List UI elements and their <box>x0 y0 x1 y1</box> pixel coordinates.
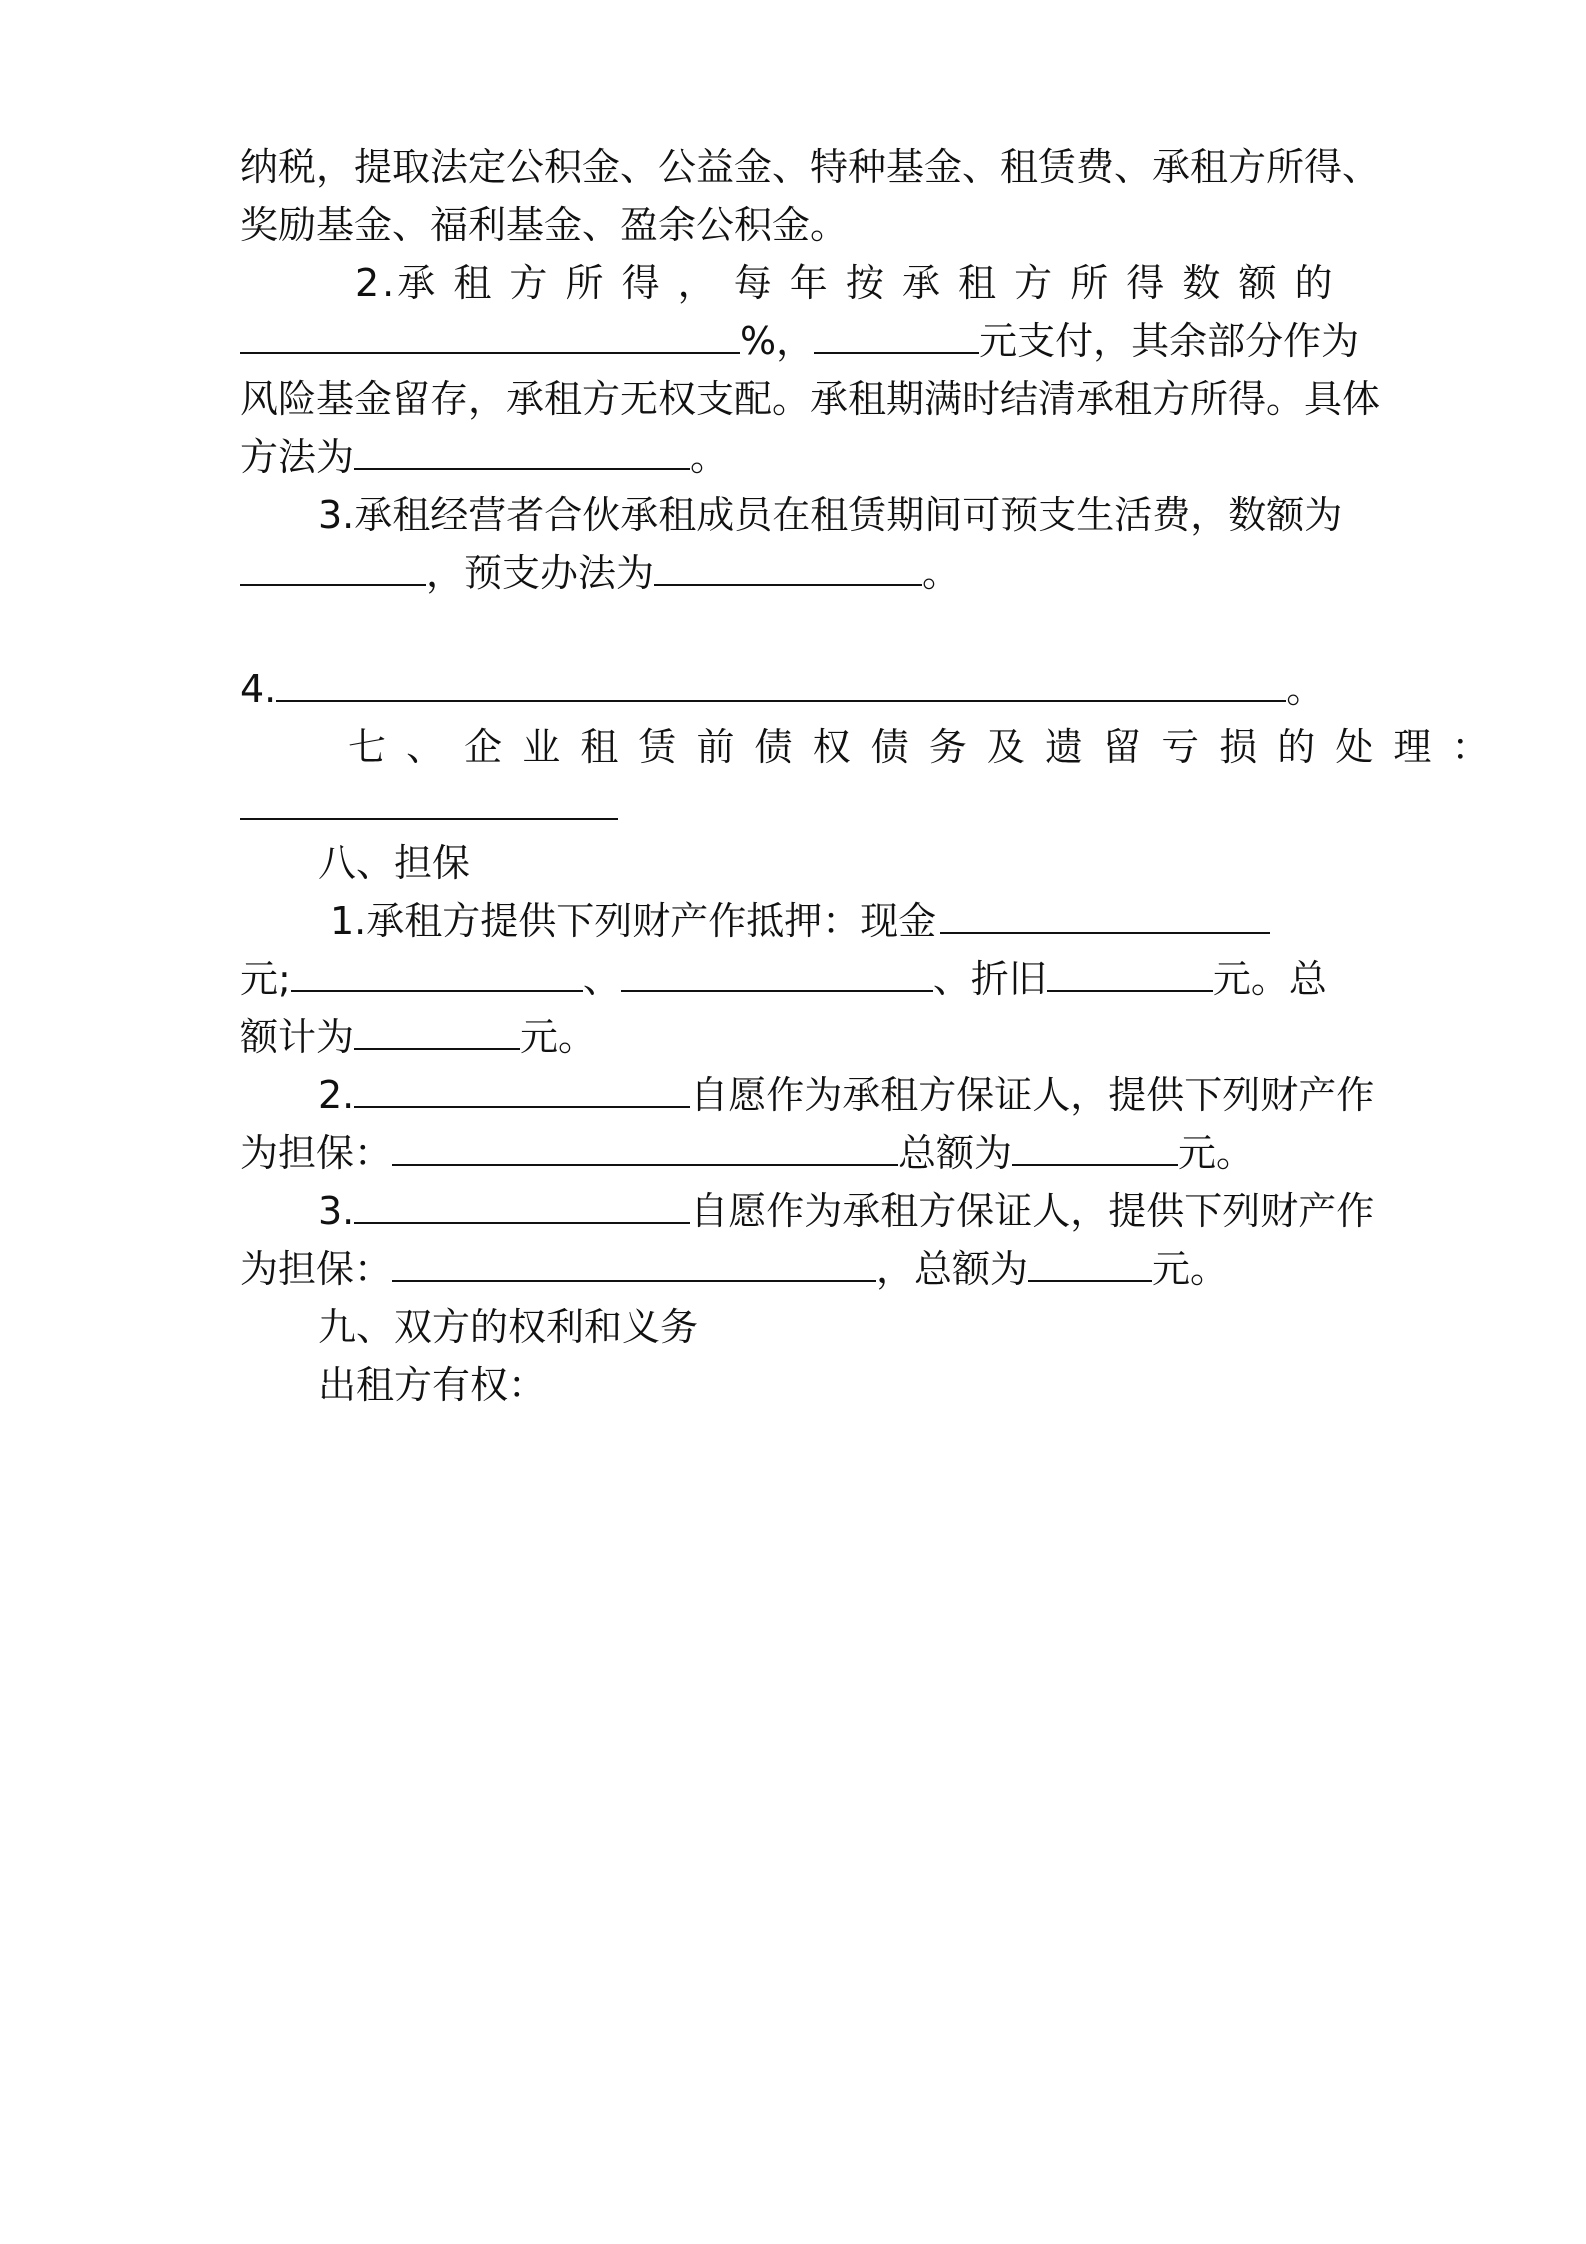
paragraph-line <box>240 1244 1350 1294</box>
text: 额计为 <box>240 1015 355 1059</box>
paragraph-line <box>240 432 1350 482</box>
paragraph-line <box>355 258 1350 308</box>
heading-text: 八、担保 <box>318 841 471 885</box>
fill-blank[interactable] <box>1012 1130 1178 1166</box>
paragraph-line <box>318 1360 1350 1410</box>
text: 纳税，提取法定公积金、公益金、特种基金、租赁费、承租方所得、 <box>240 145 1381 189</box>
fill-blank[interactable] <box>654 550 922 586</box>
text: 为担保： <box>240 1131 393 1175</box>
section-heading <box>318 1302 1350 1352</box>
text: 方法为 <box>240 435 355 479</box>
paragraph-line <box>240 782 1350 832</box>
paragraph-line <box>318 1186 1375 1236</box>
text: 。 <box>922 551 961 595</box>
heading-text: 七 、 企 业 租 赁 前 债 权 债 务 及 遗 留 亏 损 的 处 理 ： <box>348 725 1494 769</box>
fill-blank[interactable] <box>354 1014 520 1050</box>
text: 2.承 租 方 所 得 ， 每 年 按 承 租 方 所 得 数 额 的 <box>355 261 1336 305</box>
paragraph-line <box>330 896 1350 946</box>
fill-blank[interactable] <box>392 1246 876 1282</box>
fill-blank[interactable] <box>354 1188 690 1224</box>
paragraph-line <box>240 954 1350 1004</box>
text: 元。总 <box>1212 957 1327 1001</box>
text: 元。 <box>520 1015 597 1059</box>
text: 2. <box>318 1073 355 1117</box>
text: 1.承租方提供下列财产作抵押：现金 <box>330 899 937 943</box>
text: ，总额为 <box>876 1247 1029 1291</box>
text: 3. <box>318 1189 355 1233</box>
paragraph-line <box>240 374 1381 424</box>
text: 3.承租经营者合伙承租成员在租赁期间可预支生活费，数额为 <box>318 493 1343 537</box>
section-heading <box>348 722 1494 772</box>
text: 总额为 <box>898 1131 1013 1175</box>
fill-blank[interactable] <box>276 666 1286 702</box>
fill-blank[interactable] <box>240 550 426 586</box>
paragraph-line <box>240 664 1350 714</box>
fill-blank[interactable] <box>354 1072 690 1108</box>
text: 。 <box>690 435 729 479</box>
text: 元; <box>240 957 291 1001</box>
paragraph-line <box>240 1012 1350 1062</box>
paragraph-line <box>240 316 1360 366</box>
text: 风险基金留存，承租方无权支配。承租期满时结清承租方所得。具体 <box>240 377 1381 421</box>
text: 出租方有权： <box>318 1363 547 1407</box>
text: 元。 <box>1152 1247 1229 1291</box>
fill-blank[interactable] <box>1028 1246 1152 1282</box>
text: ，预支办法为 <box>426 551 655 595</box>
paragraph-line <box>318 490 1350 540</box>
paragraph-line <box>318 1070 1375 1120</box>
text: %， <box>740 319 815 363</box>
paragraph-line <box>240 1128 1350 1178</box>
fill-blank[interactable] <box>814 318 979 354</box>
fill-blank[interactable] <box>940 898 1270 934</box>
heading-text: 九、双方的权利和义务 <box>318 1305 699 1349</box>
text: 自愿作为承租方保证人，提供下列财产作 <box>690 1073 1375 1117</box>
text: 自愿作为承租方保证人，提供下列财产作 <box>690 1189 1375 1233</box>
fill-blank[interactable] <box>240 784 618 820</box>
section-heading <box>318 838 1350 888</box>
fill-blank[interactable] <box>291 956 583 992</box>
text: 4. <box>240 667 277 711</box>
text: 、 <box>582 957 621 1001</box>
text: 。 <box>1286 667 1325 711</box>
fill-blank[interactable] <box>354 434 690 470</box>
text: 为担保： <box>240 1247 393 1291</box>
fill-blank[interactable] <box>392 1130 898 1166</box>
text: 元。 <box>1178 1131 1255 1175</box>
text: 、折旧 <box>932 957 1047 1001</box>
paragraph-line <box>240 200 1350 250</box>
paragraph-line <box>240 548 1350 598</box>
paragraph-line <box>240 142 1381 192</box>
text: 元支付，其余部分作为 <box>979 319 1360 363</box>
text: 奖励基金、福利基金、盈余公积金。 <box>240 203 849 247</box>
fill-blank[interactable] <box>621 956 933 992</box>
fill-blank[interactable] <box>240 318 740 354</box>
fill-blank[interactable] <box>1047 956 1213 992</box>
